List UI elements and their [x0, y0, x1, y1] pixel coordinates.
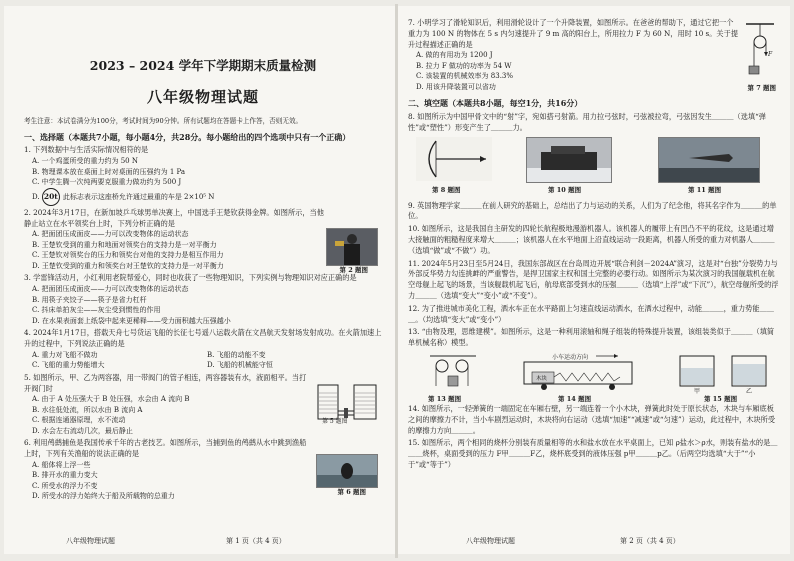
figure-13-pulley-device — [428, 352, 478, 390]
question-5 — [24, 373, 382, 437]
figure-6-caption: 第 6 题图 — [337, 488, 366, 497]
weight-limit-sign-icon: 20t — [42, 188, 60, 206]
question-3 — [24, 273, 382, 326]
question-14: 14. 如图所示，一轻弹簧的一端固定在车厢右壁，另一端连着一个小木块，弹簧此时处于原长状态，木块与车厢底板之间的摩擦力不计，当小车剧烈运动时，木块将向右运动（选填“加速”“减速”或“匀速”）运动，此过程中，木块所受的摩擦力方向＿＿＿。 — [408, 403, 776, 435]
question-1-option-a: A. 一个鸡蛋所受的重力约为 50 N — [32, 157, 138, 166]
figure-7-force-label: F — [768, 51, 773, 58]
question-6-option-d: D. 所受水的浮力始终大于船及所载物的总重力 — [32, 492, 175, 501]
figure-11-caption: 第 11 题图 — [688, 185, 722, 194]
figure-10-caption: 第 10 题图 — [548, 185, 582, 194]
figures-row-8-10-11 — [408, 137, 780, 199]
question-3-option-a: A. 把面团压成面皮——力可以改变物体的运动状态 — [32, 285, 189, 294]
question-4-option-b: B. 飞船的动能不变 — [207, 350, 266, 359]
question-5-option-c: C. 根据连通器原理，水不流动 — [32, 416, 126, 425]
figure-14-block-label: 木块 — [536, 375, 548, 382]
question-7-option-d: D. 用该升降装置可以省功 — [416, 82, 496, 91]
question-12: 12. 为了推进城市美化工程，洒水车正在水平路面上匀速直线运动洒水，在洒水过程中，动能＿＿＿，重力势能＿＿＿。（均选填“变大”或“变小”） — [408, 303, 774, 324]
exam-page-2 — [398, 6, 790, 554]
figure-14-direction-label: 小车运动方向 — [552, 353, 589, 361]
figure-11-jet-photo-icon — [659, 138, 759, 182]
question-3-option-c: C. 抖床单拍灰尘——灰尘受到惯性的作用 — [32, 306, 161, 315]
question-5-stem: 5. 如图所示，甲、乙为两容器，用一带阀门的管子相连，两容器装有水，液面相平。当打开阀门时 — [24, 372, 307, 393]
figure-14-caption: 第 14 题图 — [558, 394, 592, 403]
question-6-option-a: A. 船体将上浮一些 — [32, 460, 91, 469]
question-4-stem: 4. 2024年1月17日，搭载天舟七号货运飞船的长征七号遥八运载火箭在文昌航天发射场发射成功。在火箭加速上升的过程中，下列说法正确的是 — [24, 328, 382, 348]
question-9: 9. 英国物理学家＿＿＿在前人研究的基础上，总结出了力与运动的关系，人们为了纪念他，将其名字作为＿＿＿的单位。 — [408, 200, 777, 221]
figure-11-carrier-jet — [658, 137, 760, 183]
figures-row-13-14-15 — [408, 352, 780, 402]
figure-2-caption: 第 2 题图 — [339, 265, 368, 274]
page-1-footer-number: 第 1 页（共 4 页） — [226, 537, 286, 545]
figure-13-caption: 第 13 题图 — [428, 394, 462, 403]
question-6-option-b: B. 排开水的重力变大 — [32, 471, 98, 480]
figure-15-beakers-icon — [674, 352, 774, 390]
figure-15-label-yi: 乙 — [746, 387, 753, 395]
question-15: 15. 如图所示，两个相同的烧杯分别装有质量相等的水和盐水放在水平桌面上，已知 ρ盐水＞ρ水，则装有盐水的是＿＿＿烧杯，桌面受到的压力 F甲＿＿＿F乙，烧杯底受到的液体压强 p甲＿＿＿p乙。（后两空均选填“大于”“小于”或“等于”） — [408, 438, 778, 469]
figure-15-beakers — [674, 352, 774, 395]
section-2-heading: 二、填空题（本题共8小题，每空1分，共16分） — [408, 98, 583, 109]
question-2-option-c: C. 王楚钦对领奖台的压力和领奖台对他的支持力是相互作用力 — [32, 251, 224, 260]
question-7-option-c: C. 该装置的机械效率为 83.3% — [416, 72, 514, 81]
figure-7-pulley — [744, 22, 776, 82]
question-4 — [24, 328, 382, 371]
question-2-option-a: A. 把面团压成面皮——力可以改变物体的运动状态 — [32, 230, 189, 239]
exam-subtitle: 八年级物理试题 — [146, 88, 259, 106]
figure-6-photo-icon — [317, 455, 377, 487]
question-1-option-b: B. 物理课本放在桌面上时对桌面的压强约为 1 Pa — [32, 167, 186, 176]
question-7 — [408, 18, 780, 92]
figure-5-label-a: 第 5 题图 — [322, 417, 348, 425]
question-7-option-a: A. 做的有用功为 1200 J — [416, 51, 493, 60]
question-1-option-c: C. 中学生腾一次纯两要克服重力做功约为 500 J — [32, 178, 182, 187]
figure-15-caption: 第 15 题图 — [704, 394, 738, 403]
question-6-stem: 6. 利用鸬鹚捕鱼是我国传承千年的古老技艺。如图所示，当捕到鱼的鸬鹚从水中跳到渔船上时，下列有关渔船的说法正确的是 — [24, 438, 307, 459]
question-2-stem: 2. 2024年3月17日，在新加坡乒乓球男单决赛上，中国选手王楚钦获得金牌。如图所示，当他静止站立在水平领奖台上时，下列分析正确的是 — [24, 207, 324, 228]
question-5-option-d: D. 水会左右流动几次，最后静止 — [32, 426, 133, 435]
question-1-stem: 1. 下列数据中与生活实际情况相符的是 — [24, 145, 149, 155]
question-1-option-d: D. 20t 此标志表示这座桥允许通过最重的车是 2×10⁵ N — [24, 188, 382, 206]
exam-notice: 考生注意：本试卷满分为100分，考试时间为90分钟。所有试题均在答题卡上作答，否则无效。 — [24, 117, 303, 125]
figure-14-cart-spring — [518, 352, 638, 390]
question-2-option-b: B. 王楚钦受到的重力和地面对领奖台的支持力是一对平衡力 — [32, 240, 217, 249]
question-2-option-d: D. 王楚钦受到的重力和领奖台对王楚钦的支持力是一对平衡力 — [32, 261, 224, 270]
figure-2-photo-icon — [327, 229, 377, 265]
question-11: 11. 2024年5月23日至5月24日，我国东部战区在台岛周边开展“联合利剑－2024A”演习，这是对“台独”分裂势力与外部反华势力勾连挑衅的严重警告，是捍卫国家主权和国土完整的必要行动。如图所示为某次演习的我国舰载机在航空母舰上起飞的场景，当该舰载机起飞后，航母底部受到水的压强＿＿＿（选填“上浮”或“下沉”），航空母舰所受的浮力＿＿＿（选填“变大”“变小”或“不变”）。 — [408, 258, 779, 300]
figure-8-bow-arrow-icon — [416, 137, 492, 181]
page-1-footer-title: 八年级物理试题 — [66, 537, 115, 545]
question-10: 10. 如图所示，这是我国自主研发的四轮长航程极地漫游机器人。该机器人的履带上有凹凸不平的花纹，这是通过增大接触面的粗糙程度来增大＿＿＿；该机器人在水平地面上沿直线运动一段距离，机器人所受的重力对机器人＿＿＿（选填“做”或“不做”）功。 — [408, 224, 775, 255]
figure-6-cormorant-fishing — [316, 454, 378, 488]
question-4-options-row-1 — [24, 350, 382, 361]
question-3-option-b: B. 用筷子夹饺子——筷子是省力杠杆 — [32, 295, 147, 304]
question-3-option-d: D. 在水果表面套上纸袋中起来更稀释——受力面积越大压强越小 — [32, 316, 231, 325]
figure-10-polar-robot — [526, 137, 612, 183]
question-7-stem: 7. 小明学习了滑轮知识后，利用滑轮设计了一个升降装置，如图所示。在爸爸的帮助下，通过它把一个重力为 100 N 的物体在 5 s 内匀速提升了 9 m 高的阳台上，所用拉力 F 为 60 N，用时 10 s。关于提升过程描述正确的是 — [408, 18, 739, 49]
figure-15-label-jia: 甲 — [694, 387, 701, 395]
question-1-option-d-text: 此标志表示这座桥允许通过最重的车是 2×10⁵ N — [62, 192, 215, 201]
question-1 — [24, 145, 382, 205]
question-2 — [24, 208, 382, 272]
question-4-option-c: C. 飞船的重力势能增大 — [32, 361, 105, 370]
question-13: 13. “由物及理，思维建模”。如图所示，这是一种利用滚轴和绳子组装的特殊提升装置，该组装类似于＿＿＿（填简单机械名称）模型。 — [408, 327, 775, 348]
section-1-heading: 一、选择题（本题共7小题，每小题4分，共28分。每小题给出的四个选项中只有一个正确） — [24, 131, 351, 142]
exam-page-1 — [4, 6, 396, 554]
figure-5-connected-vessels — [314, 381, 380, 425]
question-5-option-b: B. 水往低处流，所以水由 B 流向 A — [32, 405, 143, 414]
exam-title: 2023 – 2024 学年下学期期末质量检测 — [89, 58, 317, 73]
question-6 — [24, 438, 382, 502]
page-2-footer-number: 第 2 页（共 4 页） — [620, 537, 680, 545]
figure-7-caption: 第 7 题图 — [747, 84, 776, 92]
figure-10-robot-photo-icon — [527, 138, 611, 182]
page-2-footer-title: 八年级物理试题 — [466, 537, 515, 545]
question-4-option-d: D. 飞船的机械能守恒 — [207, 361, 273, 370]
question-6-option-c: C. 所受水的浮力不变 — [32, 481, 98, 490]
question-4-option-a: A. 重力对飞船不做功 — [32, 350, 98, 359]
figure-13-device-icon — [428, 352, 478, 390]
question-4-options-row-2 — [24, 360, 382, 371]
question-5-option-a: A. 由于 A 处压强大于 B 处压强，水会由 A 流向 B — [32, 395, 190, 404]
figure-8-bow-character — [416, 137, 492, 181]
question-8: 8. 如图所示为中国甲骨文中的“射”字，宛如搭弓射箭。用力拉弓弦时，弓弦被拉弯，弓弦因发生＿＿＿（选填“弹性”或“塑性”）形变产生了＿＿＿力。 — [408, 111, 766, 132]
question-7-option-b: B. 拉力 F 做功的功率为 54 W — [416, 61, 512, 70]
figure-8-caption: 第 8 题图 — [432, 185, 461, 194]
figure-2-table-tennis-player — [326, 228, 378, 266]
question-3-stem: 3. 学雷锋活动月，小红利用老院帮爱心，同时也收获了一些物理知识，下列实例与物理知识对应正确的是 — [24, 273, 357, 283]
